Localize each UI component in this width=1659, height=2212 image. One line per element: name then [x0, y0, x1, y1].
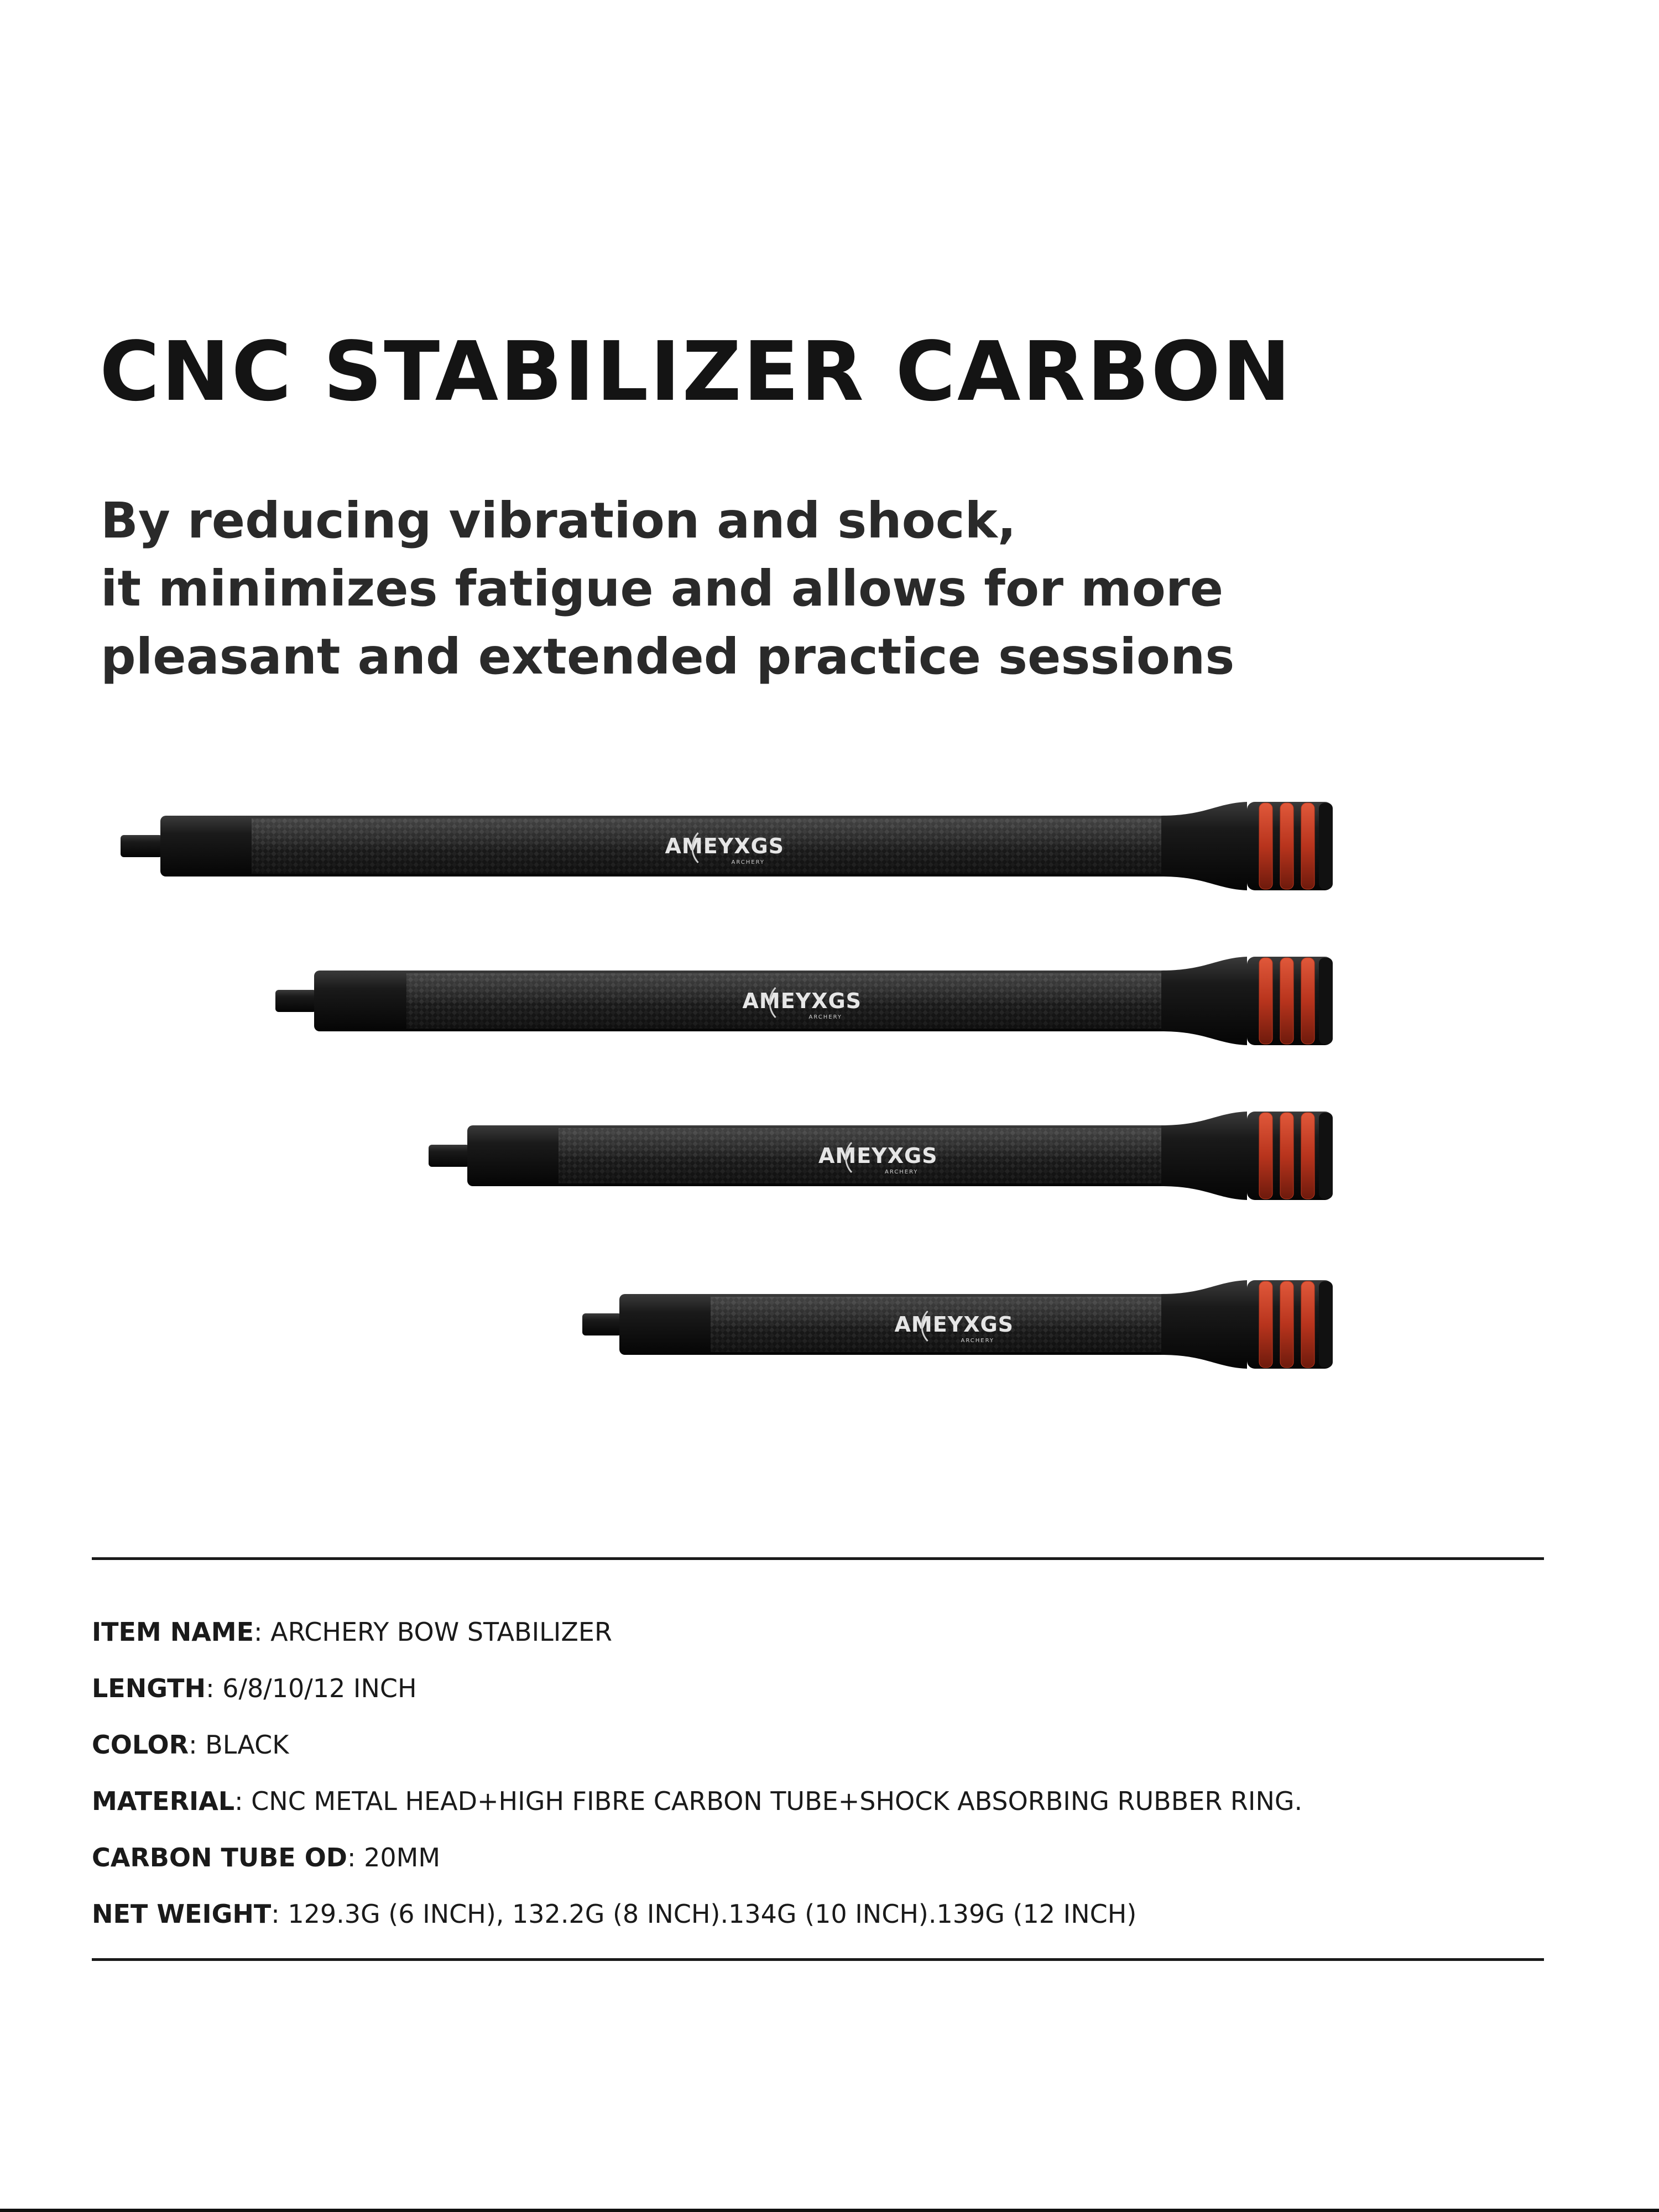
brand-sub: ARCHERY	[808, 1014, 843, 1020]
spec-label: MATERIAL	[92, 1786, 235, 1816]
stabilizer-8-inch	[429, 1112, 1333, 1200]
page-title: CNC STABILIZER CARBON	[100, 324, 1292, 419]
spec-value: : 20MM	[347, 1843, 441, 1872]
spec-color	[92, 1717, 1302, 1773]
rubber-ring	[1280, 1281, 1293, 1368]
mount-pin	[429, 1145, 469, 1167]
stabilizer-10-inch	[275, 957, 1333, 1045]
mount-pin	[275, 990, 316, 1012]
subtitle-line: pleasant and extended practice sessions	[101, 628, 1235, 685]
rubber-ring	[1280, 1113, 1293, 1199]
spec-net-weight	[92, 1886, 1302, 1942]
spec-label: COLOR	[92, 1730, 189, 1760]
rubber-ring	[1301, 1281, 1314, 1368]
page-subtitle	[101, 487, 1317, 691]
page-edge-line	[0, 2209, 1659, 2212]
divider	[92, 1958, 1544, 1961]
rubber-ring	[1259, 1281, 1272, 1368]
flare	[1161, 802, 1247, 890]
brand-logo: AMEYXGS	[894, 1312, 1014, 1337]
rubber-ring	[1301, 803, 1314, 889]
mount-pin	[582, 1313, 622, 1335]
brand-sub: ARCHERY	[731, 859, 765, 865]
end-cap	[1319, 1113, 1333, 1199]
rubber-ring	[1280, 803, 1293, 889]
spec-value: : 129.3G (6 INCH), 132.2G (8 INCH).134G (10 INCH).139G (12 INCH)	[271, 1899, 1137, 1929]
brand-sub: ARCHERY	[961, 1338, 995, 1344]
rubber-ring	[1259, 1113, 1272, 1199]
spec-material	[92, 1773, 1302, 1829]
mount-pin	[121, 835, 163, 857]
end-cap	[1319, 803, 1333, 889]
brand-logo: AMEYXGS	[818, 1144, 938, 1168]
rubber-ring	[1301, 1113, 1314, 1199]
stabilizer-12-inch	[121, 802, 1333, 890]
subtitle-line: By reducing vibration and shock,	[101, 492, 1016, 549]
rubber-ring	[1280, 958, 1293, 1044]
subtitle-line: it minimizes fatigue and allows for more	[101, 560, 1224, 617]
spec-length	[92, 1660, 1302, 1717]
brand-sub: ARCHERY	[885, 1169, 919, 1175]
brand-logo: AMEYXGS	[665, 834, 785, 858]
spec-value: : CNC METAL HEAD+HIGH FIBRE CARBON TUBE+SHOCK ABSORBING RUBBER RING.	[234, 1786, 1303, 1816]
spec-item-name	[92, 1604, 1302, 1660]
product-image-stabilizers	[0, 796, 1659, 1394]
spec-label: LENGTH	[92, 1673, 206, 1703]
flare	[1161, 1280, 1247, 1369]
divider	[92, 1557, 1544, 1560]
spec-value: : 6/8/10/12 INCH	[206, 1673, 417, 1703]
rubber-ring	[1301, 958, 1314, 1044]
spec-label: CARBON TUBE OD	[92, 1843, 347, 1872]
spec-label: NET WEIGHT	[92, 1899, 272, 1929]
stabilizer-6-inch	[582, 1280, 1333, 1369]
flare	[1161, 1112, 1247, 1200]
spec-value: : BLACK	[189, 1730, 289, 1760]
end-cap	[1319, 1281, 1333, 1368]
spec-list	[92, 1604, 1302, 1942]
end-cap	[1319, 958, 1333, 1044]
spec-carbon-tube-od	[92, 1829, 1302, 1886]
spec-value: : ARCHERY BOW STABILIZER	[254, 1617, 612, 1647]
brand-logo: AMEYXGS	[742, 989, 862, 1013]
rubber-ring	[1259, 803, 1272, 889]
spec-label: ITEM NAME	[92, 1617, 254, 1647]
flare	[1161, 957, 1247, 1045]
rubber-ring	[1259, 958, 1272, 1044]
